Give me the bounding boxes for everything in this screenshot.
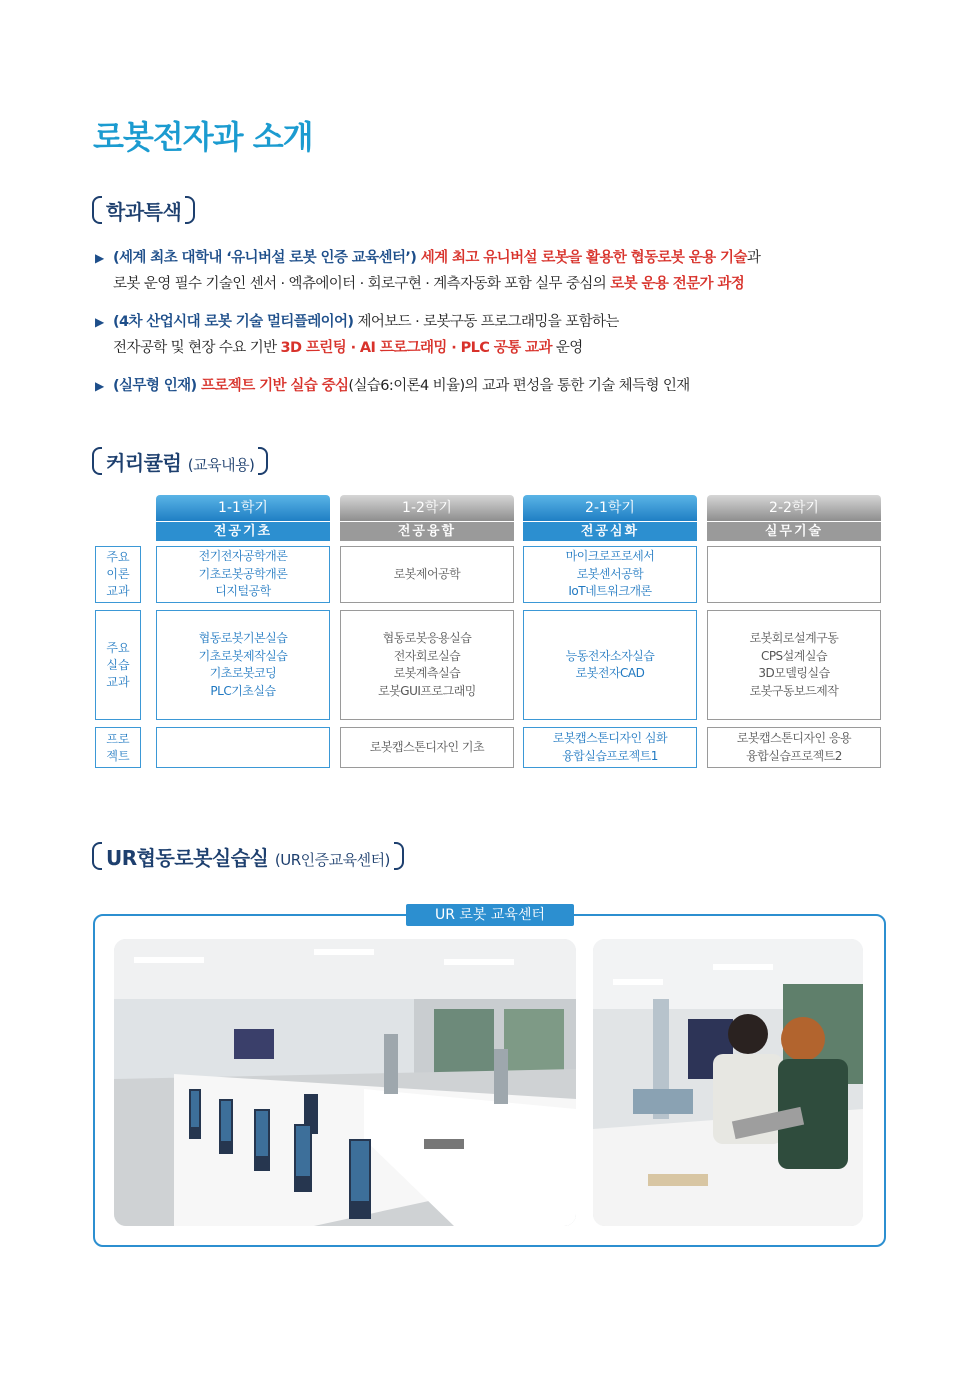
course-cell bbox=[523, 727, 697, 768]
course-name: 로봇계측실습 bbox=[393, 666, 461, 680]
course-name: 로봇전자CAD bbox=[575, 666, 645, 680]
course-name: 전기전자공학개론 bbox=[198, 549, 288, 564]
course-cell bbox=[156, 610, 330, 720]
course-cell bbox=[523, 546, 697, 603]
page-title: 로봇전자과 소개 bbox=[93, 118, 313, 156]
course-cell bbox=[156, 546, 330, 603]
course-name: 로봇캡스톤디자인 기초 bbox=[369, 739, 485, 754]
course-name: 마이크로프로세서 bbox=[565, 549, 655, 564]
course-cell bbox=[707, 546, 881, 603]
row-label: 프로 젝트 bbox=[95, 727, 141, 768]
students-photo bbox=[593, 939, 863, 1226]
category-header: 실무기술 bbox=[707, 522, 881, 541]
course-name: IoT네트워크개론 bbox=[568, 584, 652, 599]
lab-frame-label: UR 로봇 교육센터 bbox=[406, 904, 574, 926]
course-name: 3D모델링실습 bbox=[758, 666, 830, 680]
course-cell bbox=[523, 610, 697, 720]
feature-item: ▶ (세계 최초 대학내 ‘유니버설 로봇 인증 교육센터’) 세계 최고 유니버설 로봇을 활용한 협동로봇 운용 기술과 로봇 운영 필수 기술인 센서 · 엑츄에이터 · 회로구현 · 계측자동화 포함 실무 중심의 로봇 운용 전문가 과정 bbox=[95, 250, 761, 292]
course-name: 로봇캡스톤디자인 응용 bbox=[736, 731, 852, 745]
course-name: 협동로봇응용실습 bbox=[382, 631, 472, 645]
feature-item: ▶ (실무형 인재) 프로젝트 기반 실습 중심(실습6:이론4 비율)의 교과 편성을 통한 기술 체득형 인재 bbox=[95, 378, 690, 394]
category-header: 전공기초 bbox=[156, 522, 330, 541]
curriculum-table bbox=[95, 495, 885, 775]
category-header: 전공심화 bbox=[523, 522, 697, 541]
course-name: 협동로봇기본실습 bbox=[198, 631, 288, 645]
classroom-photo bbox=[114, 939, 576, 1226]
course-cell bbox=[707, 610, 881, 720]
course-name: 능동전자소자실습 bbox=[565, 648, 655, 663]
course-name: 로봇구동보드제작 bbox=[749, 683, 839, 698]
category-header: 전공융합 bbox=[340, 522, 514, 541]
course-name: CPS설계실습 bbox=[760, 648, 828, 663]
course-name: 기초로봇코딩 bbox=[209, 666, 277, 680]
row-label: 주요 실습 교과 bbox=[95, 610, 141, 720]
course-cell bbox=[340, 727, 514, 768]
semester-header: 1-1학기 bbox=[156, 495, 330, 521]
course-name: 디지털공학 bbox=[215, 584, 271, 599]
course-name: 로봇센서공학 bbox=[576, 566, 644, 581]
course-name: 로봇제어공학 bbox=[393, 566, 461, 581]
course-name: 융합실습프로젝트2 bbox=[746, 748, 842, 763]
feature-item: ▶ (4차 산업시대 로봇 기술 멀티플레이어) 제어보드 · 로봇구동 프로그래밍을 포함하는 전자공학 및 현장 수요 기반 3D 프린팅 · AI 프로그래밍 · PLC 공통 교과 운영 bbox=[95, 314, 619, 356]
course-name: 기초로봇공학개론 bbox=[198, 566, 288, 581]
course-name: PLC기초실습 bbox=[210, 683, 276, 698]
course-name: 로봇캡스톤디자인 심화 bbox=[552, 731, 668, 745]
course-cell bbox=[156, 727, 330, 768]
course-cell bbox=[707, 727, 881, 768]
lab-heading: UR협동로봇실습실 (UR인증교육센터) bbox=[92, 840, 404, 872]
semester-header: 2-2학기 bbox=[707, 495, 881, 521]
course-name: 로봇GUI프로그래밍 bbox=[378, 683, 476, 698]
curriculum-heading: 커리큘럼 (교육내용) bbox=[92, 445, 268, 477]
course-name: 전자회로실습 bbox=[393, 648, 461, 663]
features-heading: 학과특색 bbox=[92, 194, 195, 226]
course-name: 로봇회로설계구동 bbox=[749, 631, 839, 645]
course-name: 기초로봇제작실습 bbox=[198, 648, 288, 663]
course-cell bbox=[340, 546, 514, 603]
features-list bbox=[95, 245, 895, 411]
semester-header: 1-2학기 bbox=[340, 495, 514, 521]
row-label: 주요 이론 교과 bbox=[95, 546, 141, 603]
course-cell bbox=[340, 610, 514, 720]
course-name: 융합실습프로젝트1 bbox=[562, 748, 658, 763]
semester-header: 2-1학기 bbox=[523, 495, 697, 521]
